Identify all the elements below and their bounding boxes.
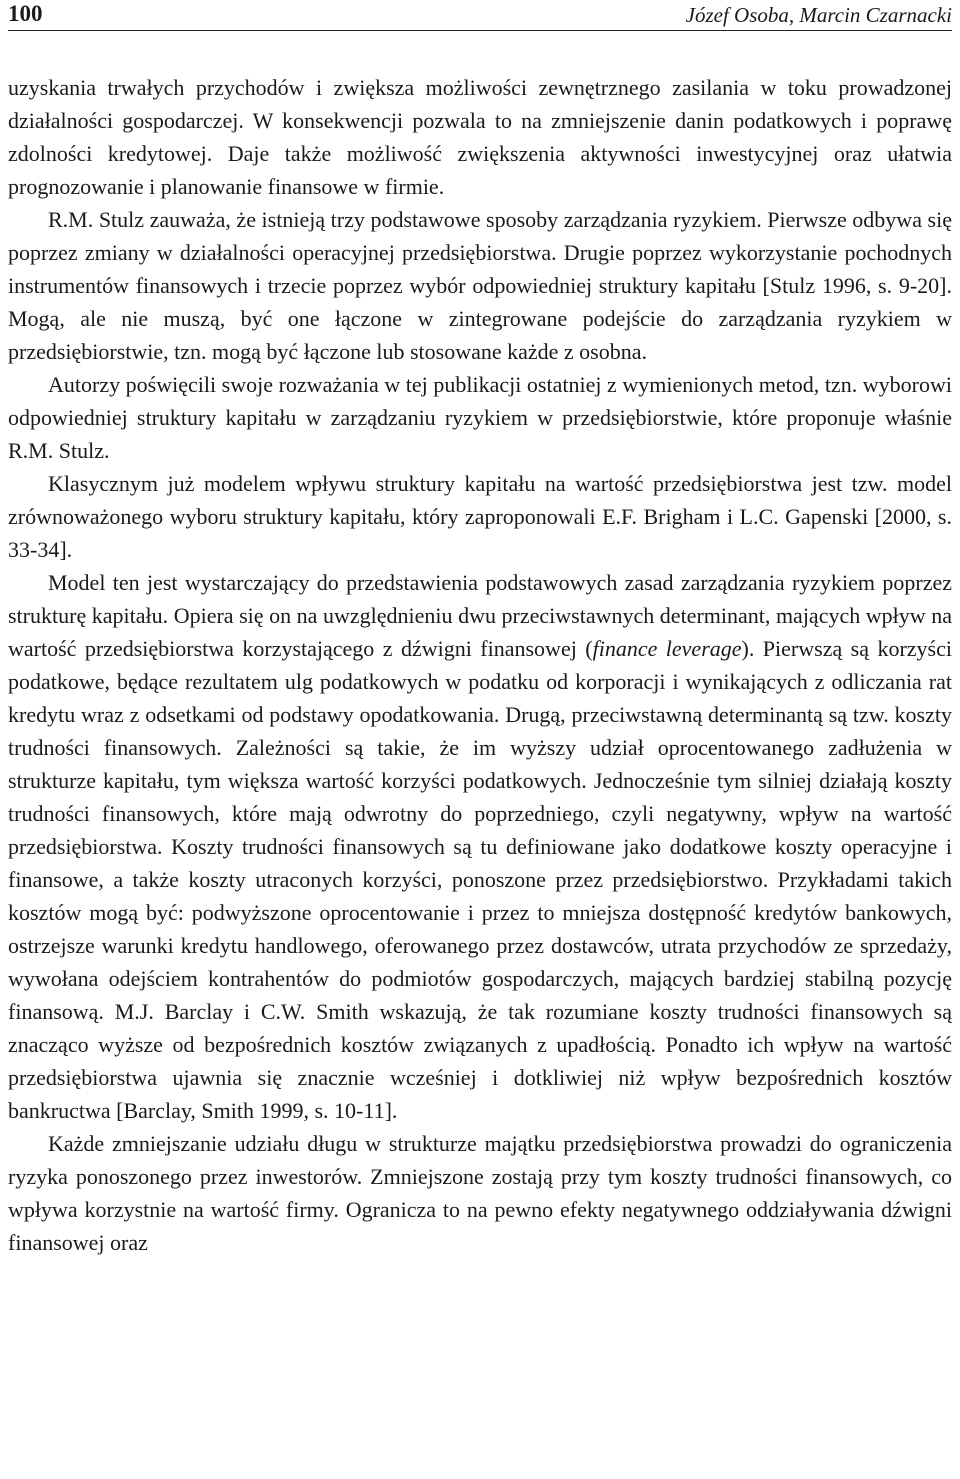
paragraph-text-before-italic: Model ten jest wystarczający do przedstawienia podstawowych zasad zarządzania ryzykiem poprzez strukturę kapitału. Opiera się on na uwzględnieniu dwu przeciwstawnych determinant, mających wpływ na wartość przedsiębiorstwa korzystającego z dźwigni finansowej ( [8,570,952,661]
paragraph-model-determinants [8,566,952,1127]
page-number: 100 [8,1,43,26]
italic-term-finance-leverage: finance leverage [592,636,742,661]
paragraph-continued: uzyskania trwałych przychodów i zwiększa możliwości zewnętrznego zasilania w toku prowadzonej działalności gospodarczej. W konsekwencji pozwala to na zmniejszenie danin podatkowych i poprawę zdolności kredytowej. Daje także możliwość zwiększenia aktywności inwestycyjnej oraz ułatwia prognozowanie i planowanie finansowe w firmie. [8,75,952,199]
paragraph-classic-model: Klasycznym już modelem wpływu struktury kapitału na wartość przedsiębiorstwa jest tzw. model zrównoważonego wyboru struktury kapitału, który zaproponowali E.F. Brigham i L.C. Gapenski [2000, s. 33-34]. [8,471,952,562]
paragraph-stulz-methods: R.M. Stulz zauważa, że istnieją trzy podstawowe sposoby zarządzania ryzykiem. Pierwsze odbywa się poprzez zmiany w działalności operacyjnej przedsiębiorstwa. Drugie poprzez wykorzystanie pochodnych instrumentów finansowych i trzecie poprzez wybór odpowiedniej struktury kapitału [Stulz 1996, s. 9-20]. Mogą, ale nie muszą, być one łączone w zintegrowane podejście do zarządzania ryzykiem w przedsiębiorstwie, tzn. mogą być łączone lub stosowane każde z osobna. [8,207,952,364]
running-header-authors: Józef Osoba, Marcin Czarnacki [685,3,952,27]
running-header [8,0,952,31]
paragraph-debt-reduction: Każde zmniejszanie udziału długu w strukturze majątku przedsiębiorstwa prowadzi do ograniczenia ryzyka ponoszonego przez inwestorów. Zmniejszone zostają przy tym koszty trudności finansowych, co wpływa korzystnie na wartość firmy. Ogranicza to na pewno efekty negatywnego oddziaływania dźwigni finansowej oraz [8,1131,952,1255]
paragraph-authors-focus: Autorzy poświęcili swoje rozważania w tej publikacji ostatniej z wymienionych metod, tzn. wyborowi odpowiedniej struktury kapitału w zarządzaniu ryzykiem w przedsiębiorstwie, które proponuje właśnie R.M. Stulz. [8,372,952,463]
document-page [8,0,952,1479]
body-text [8,71,952,1259]
paragraph-text-after-italic: ). Pierwszą są korzyści podatkowe, będące rezultatem ulg podatkowych w podatku od korporacji i wynikających z odliczania rat kredytu wraz z odsetkami od podstawy opodatkowania. Drugą, przeciwstawną determinantą są tzw. koszty trudności finansowych. Zależności są takie, że im wyższy udział oprocentowanego zadłużenia w strukturze kapitału, tym większa wartość korzyści podatkowych. Jednocześnie tym silniej działają koszty trudności finansowych, które mają odwrotny do poprzedniego, czyli negatywny, wpływ na wartość przedsiębiorstwa. Koszty trudności finansowych są tu definiowane jako dodatkowe koszty operacyjne i finansowe, a także koszty utraconych korzyści, ponoszone przez przedsiębiorstwo. Przykładami takich kosztów mogą być: podwyższone oprocentowanie i przez to mniejsza dostępność kredytów bankowych, ostrzejsze warunki kredytu handlowego, oferowanego przez dostawców, utrata przychodów ze sprzedaży, wywołana odejściem kontrahentów do podmiotów gospodarczych, mających bardziej stabilną pozycję finansową. M.J. Barclay i C.W. Smith wskazują, że tak rozumiane koszty trudności finansowych są znacząco wyższe od bezpośrednich kosztów związanych z upadłością. Ponadto ich wpływ na wartość przedsiębiorstwa ujawnia się znacznie wcześniej i dotkliwiej niż wpływ bezpośrednich kosztów bankructwa [Barclay, Smith 1999, s. 10-11]. [8,636,952,1123]
